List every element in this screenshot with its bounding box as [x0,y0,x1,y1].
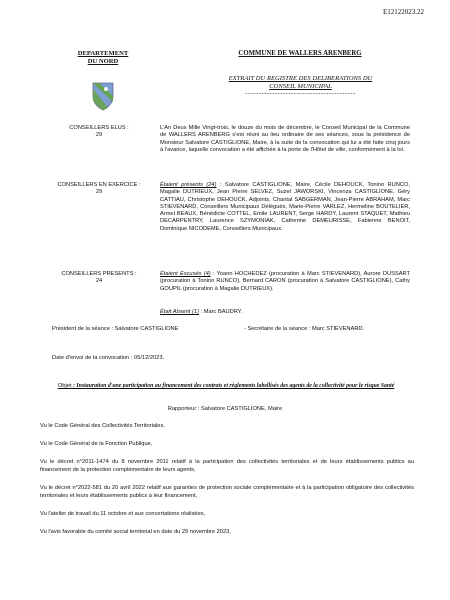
extract-separator: ----------------------------------------- [245,90,356,97]
elected-count: 29 [95,132,103,139]
excused-members-heading: Étaient Excusés (4) [160,271,211,277]
extract-title-line-1: EXTRAIT DU REGISTRE DES DELIBERATIONS DU [228,75,373,82]
rapporteur: Rapporteur : Salvatore CASTIGLIONE, Maire [167,406,283,412]
present-members-list: : Salvatore CASTIGLIONE, Maire, Cécile DEHOUCK, Tonino RUNCO, Magalie DUTRIEUX, Jean Pierre SELVEZ, Suzel JAWORSKI, Vincenza CASTIGLIONE, Géry CATTIAU, Christophe DEHOUCK, Adjoints, Chantal SABGERMAN, Jean-Pierre ABRAHAM, Marc STIEVENARD, Conseillers Municipaux Délégués, Marie-Pierre VARLEZ, Hermeline BOUTELIER, Armel BEAUX, Bénédicte COTTEL, Emile LAURENT, Serge HARDY, Laurent STAQUET, Mathieu DECARPENTRY, Laurence SZYMONIAK, Catherine DEMEURISSE, Fabienne BENOIT, Dominique NICODEME, Conseillers Municipaux. [160,182,410,232]
present-count: 24 [95,278,103,285]
convocation-date: Date d'envoi de la convocation : 05/12/2023. [52,355,165,361]
subject-text: : Instauration d'une participation au financement des contrats et règlements labellisés des agents de la collectivité pour le risque Santé [71,383,395,389]
present-label-text: CONSEILLERS PRESENTS : [61,271,137,277]
serving-label-text: CONSEILLERS EN EXERCICE : [57,182,141,188]
commune-crest-icon [90,80,116,112]
session-secretary: - Secrétaire de la séance : Marc STIEVENARD. [244,326,365,332]
legal-basis-item: Vu le décret n°2022-581 du 20 avril 2022 relatif aux garanties de protection sociale complémentaire et à la participation obligatoire des collectivités territoriales et leurs établissements publics à leur financement, [40,485,414,499]
elected-councillors-label [40,125,158,140]
legal-basis-item: Vu l'avis favorable du comité social territorial en date du 29 novembre 2023, [40,529,231,535]
present-members-paragraph [160,182,410,233]
legal-basis-item: Vu le Code Général des Collectivités Territoriales, [40,423,165,429]
extract-title-line-2: CONSEIL MUNICIPAL [269,83,332,90]
legal-basis-item: Vu le Code Général de la Fonction Publique, [40,441,153,447]
subject-label: Objet [57,383,72,389]
excused-members-paragraph [160,271,410,293]
absent-members-paragraph [160,309,410,316]
legal-basis-item: Vu le décret n°2011-1474 du 8 novembre 2011 relatif à la participation des collectivités territoriales et de leurs établissements publics au financement de la protection complémentaire de leurs agents, [40,459,414,473]
department-heading [58,50,148,66]
register-extract-title [198,75,403,97]
absent-members-list: : Marc BAUDRY. [199,309,243,315]
document-reference: E12122023.22 [382,8,424,16]
legal-basis-item: Vu l'atelier de travail du 11 octobre et aux concertations réalisées, [40,511,206,517]
deliberation-subject [40,382,412,390]
present-councillors-label [40,271,158,286]
department-line-2: DU NORD [87,58,119,65]
commune-heading: COMMUNE DE WALLERS ARENBERG [238,50,362,57]
excused-members-list: : Yoann HOCHEDEZ (procuration à Marc STIEVENARD), Aurore DUSSART (procuration à Tonino RUNCO), Bernard CARON (procuration à Salvatore CASTIGLIONE), Cathy GOUPIL (procuration à Magalie DUTRIEUX). [160,271,410,292]
session-president: Président de la séance : Salvatore CASTIGLIONE [52,326,179,332]
department-line-1: DEPARTEMENT [77,50,129,57]
serving-councillors-label [40,182,158,197]
elected-label-text: CONSEILLERS ELUS : [69,125,129,131]
serving-count: 29 [95,189,103,196]
absent-members-heading: Était Absent (1) [160,309,199,315]
session-opening-paragraph: L'An Deux Mille Vingt-trois, le douze du mois de décembre, le Conseil Municipal de la Commune de WALLERS ARENBERG s'est réuni au lieu ordinaire de ses séances, sous la présidence de Monsieur Salvatore CASTIGLIONE, Maire, à la suite de la convocation qui lui a été faite cinq jours à l'avance, laquelle convocation a été affichée à la porte de l'Hôtel de ville, conformément à la loi. [160,125,410,153]
present-members-heading: Étaient présents (24) [160,182,217,188]
